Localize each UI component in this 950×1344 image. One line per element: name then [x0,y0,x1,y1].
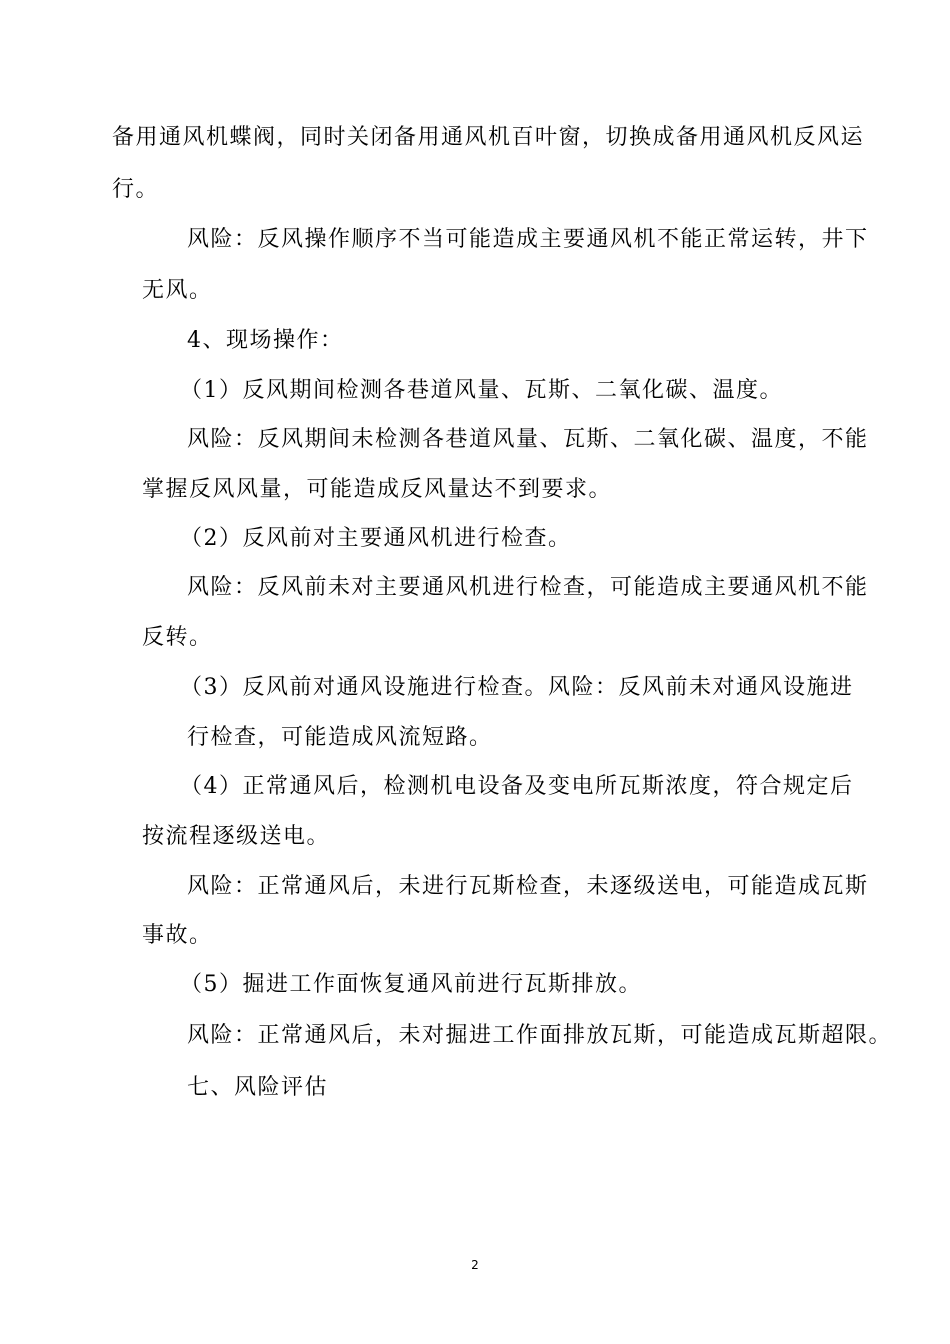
text-line: 风险：反风期间未检测各巷道风量、瓦斯、二氧化碳、温度，不能 [187,427,869,452]
text-line: 行。 [112,177,160,202]
text-line: 风险：正常通风后，未对掘进工作面排放瓦斯，可能造成瓦斯超限。 [187,1023,893,1048]
text-line: （1）反风期间检测各巷道风量、瓦斯、二氧化碳、温度。 [180,378,783,403]
text-line: 无风。 [142,278,213,303]
text-line: 风险：正常通风后，未进行瓦斯检查，未逐级送电，可能造成瓦斯 [187,874,869,899]
text-line: 反转。 [142,625,213,650]
text-line: 备用通风机蝶阀，同时关闭备用通风机百叶窗，切换成备用通风机反风运 [112,125,865,150]
section-heading: 4、现场操作： [187,328,344,353]
text-line: 风险：反风操作顺序不当可能造成主要通风机不能正常运转，井下 [187,227,869,252]
text-line: （3）反风前对通风设施进行检查。风险：反风前未对通风设施进 [180,675,854,700]
text-line: （2）反风前对主要通风机进行检查。 [180,526,572,551]
text-line: （4）正常通风后，检测机电设备及变电所瓦斯浓度，符合规定后 [180,774,854,799]
text-line: 事故。 [142,923,213,948]
text-line: 风险：反风前未对主要通风机进行检查，可能造成主要通风机不能 [187,575,869,600]
section-heading: 七、风险评估 [187,1075,329,1100]
text-line: 按流程逐级送电。 [142,824,331,849]
page-number: 2 [471,1258,479,1272]
text-line: 掌握反风风量，可能造成反风量达不到要求。 [142,477,613,502]
text-line: （5）掘进工作面恢复通风前进行瓦斯排放。 [180,972,642,997]
text-line: 行检查，可能造成风流短路。 [187,725,493,750]
